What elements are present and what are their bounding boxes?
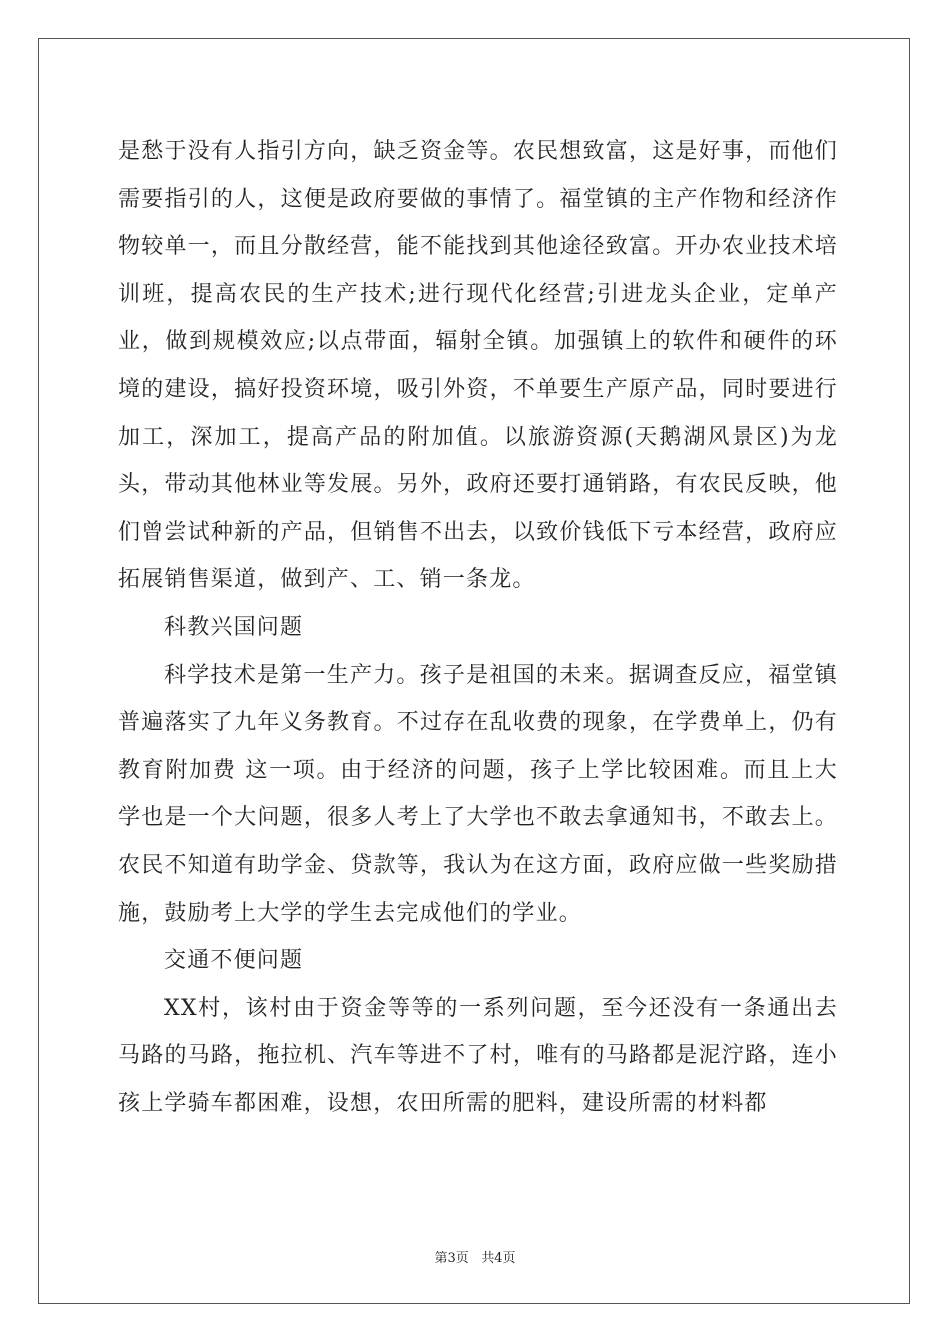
paragraph-education: 科学技术是第一生产力。孩子是祖国的未来。据调查反应，福堂镇普遍落实了九年义务教育。不过存在乱收费的现象，在学费单上，仍有 教育附加费 这一项。由于经济的问题，孩子上学比较困难。而且上大学也是一个大问题，很多人考上了大学也不敢去拿通知书，不敢去上。农民不知道有助学金、贷款等，我认为在这方面，政府应做一些奖励措施，鼓励考上大学的学生去完成他们的学业。 (118, 662, 838, 926)
page-total: 共4页 (481, 1251, 516, 1266)
page-number: 第3页 (434, 1251, 469, 1266)
document-body (118, 128, 838, 1127)
paragraph-transport: XX村，该村由于资金等等的一系列问题，至今还没有一条通出去马路的马路，拖拉机、汽车等进不了村，唯有的马路都是泥泞路，连小孩上学骑车都困难，设想，农田所需的肥料，建设所需的材料都 (118, 995, 838, 1116)
section-heading-education: 科教兴国问题 (164, 614, 304, 640)
paragraph-continuation: 是愁于没有人指引方向，缺乏资金等。农民想致富，这是好事，而他们需要指引的人，这便是政府要做的事情了。福堂镇的主产作物和经济作物较单一，而且分散经营，能不能找到其他途径致富。开办农业技术培训班，提高农民的生产技术;进行现代化经营;引进龙头企业，定单产业，做到规模效应;以点带面，辐射全镇。加强镇上的软件和硬件的环境的建设，搞好投资环境，吸引外资，不单要生产原产品，同时要进行加工，深加工，提高产品的附加值。以旅游资源(天鹅湖风景区)为龙头，带动其他林业等发展。另外，政府还要打通销路，有农民反映，他们曾尝试种新的产品，但销售不出去，以致价钱低下亏本经营，政府应拓展销售渠道，做到产、工、销一条龙。 (118, 139, 838, 593)
page-footer (0, 1247, 950, 1266)
section-heading-transport: 交通不便问题 (164, 948, 304, 974)
